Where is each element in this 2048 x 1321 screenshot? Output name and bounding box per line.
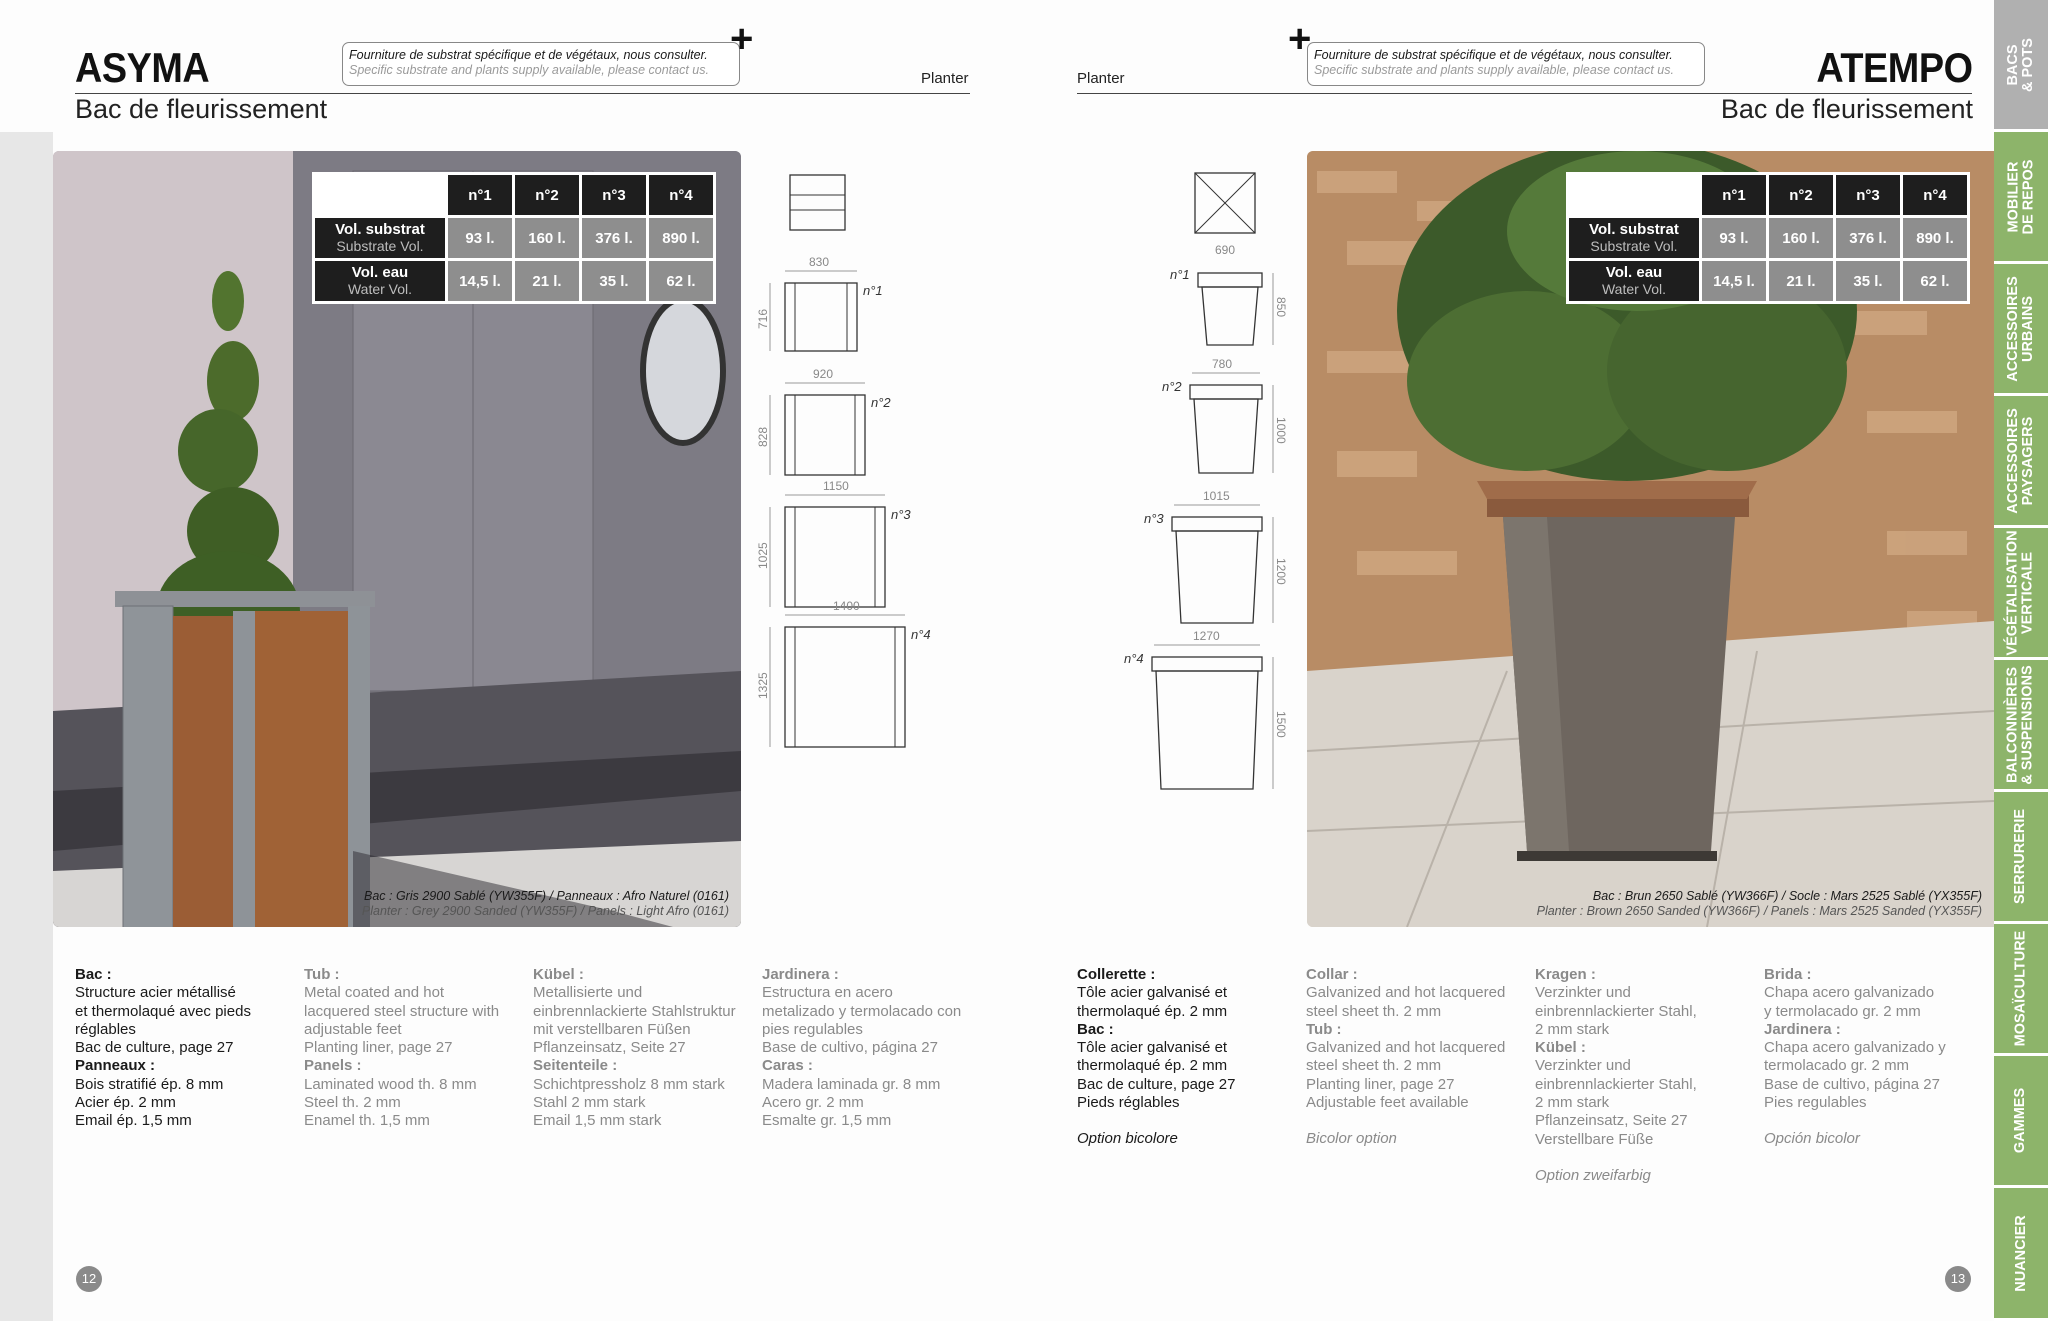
row-label-en: Water Vol.: [1601, 281, 1667, 297]
spec-heading: Caras :: [762, 1057, 813, 1075]
dimension-height-label: 1500: [1274, 711, 1288, 738]
spec-text: Metallisierte und einbrennlackierte Stahlstruktur mit verstellbaren Füßen Pflanzeinsatz, Seite 27: [533, 984, 736, 1057]
table-header: n°1: [448, 175, 512, 215]
spec-text: Tôle acier galvanisé et thermolaqué ép. 2 mm Bac de culture, page 27 Pieds réglables: [1077, 1039, 1236, 1112]
dimension-width-label: 690: [1215, 243, 1236, 257]
product-photo-atempo: [1307, 151, 1994, 927]
spec-text: Verzinkter und einbrennlackierter Stahl, 2 mm stark Pflanzeinsatz, Seite 27 Verstellbare Füße: [1535, 1057, 1697, 1148]
spec-option: Opción bicolor: [1764, 1130, 1860, 1148]
spec-heading: Jardinera :: [762, 966, 839, 983]
top-view: [790, 175, 845, 230]
table-corner: [1569, 175, 1699, 215]
table-header: n°4: [649, 175, 713, 215]
spec-heading: Collerette :: [1077, 966, 1156, 983]
notice-en: Specific substrate and plants supply available, please contact us.: [1314, 63, 1674, 77]
sidebar-tab[interactable]: [1994, 1188, 2048, 1321]
spec-heading: Kübel :: [1535, 1039, 1586, 1057]
table-cell: 14,5 l.: [448, 261, 512, 301]
row-label-fr: Vol. substrat: [1589, 221, 1679, 238]
table-cell: 376 l.: [582, 218, 646, 258]
dimension-height-label: 716: [756, 308, 770, 329]
collar: [1190, 385, 1262, 399]
table-corner: [315, 175, 445, 215]
spec-heading: Brida :: [1764, 966, 1812, 983]
collar: [1152, 657, 1262, 671]
planter-label: Planter: [921, 70, 969, 87]
sidebar-tab[interactable]: [1994, 924, 2048, 1056]
sidebar-tab-label: MOSAÏCULTURE: [2012, 930, 2029, 1047]
spec-text: Tôle acier galvanisé et thermolaqué ép. 2 mm: [1077, 984, 1228, 1020]
elevation-view: [785, 627, 905, 747]
spec-text: Galvanized and hot lacquered steel sheet th. 2 mm Planting liner, page 27 Adjustable feet available: [1306, 1039, 1506, 1112]
table-header: n°2: [1769, 175, 1833, 215]
page-gutter: [0, 132, 53, 1321]
tapered-tub: [1202, 287, 1258, 345]
sidebar-tab-label: VÉGÉTALISATION VERTICALE: [2005, 529, 2037, 656]
dimension-width-label: 920: [813, 367, 834, 381]
size-label: n°3: [891, 507, 911, 522]
table-header: n°2: [515, 175, 579, 215]
spec-heading: Bac :: [1077, 1020, 1114, 1038]
spec-column: [1535, 966, 1760, 1185]
sidebar-tab-label: NUANCIER: [2012, 1214, 2029, 1292]
table-cell: 35 l.: [582, 261, 646, 301]
spec-column: [1764, 966, 1989, 1149]
dimension-height-label: 850: [1274, 297, 1288, 318]
dimension-height-label: 1000: [1274, 417, 1288, 444]
volume-table-atempo: [1566, 172, 1970, 304]
elevation-view: [785, 507, 885, 607]
sidebar-tab[interactable]: [1994, 792, 2048, 924]
spec-heading: Tub :: [1306, 1020, 1342, 1038]
product-subtitle-asyma: Bac de fleurissement: [75, 94, 328, 124]
table-cell: 21 l.: [1769, 261, 1833, 301]
elevation-view: [785, 283, 857, 351]
technical-drawing-atempo: [1115, 165, 1295, 805]
spec-column: [1306, 966, 1531, 1149]
spec-text: Verzinkter und einbrennlackierter Stahl, 2 mm stark: [1535, 984, 1697, 1038]
table-cell: 62 l.: [1903, 261, 1967, 301]
photo-caption: [362, 889, 729, 919]
spec-column: [75, 966, 300, 1131]
tapered-tub: [1156, 671, 1258, 789]
spec-text: Metal coated and hot lacquered steel structure with adjustable feet Planting liner, page 27: [304, 984, 500, 1057]
sidebar-tab-label: SERRURERIE: [2012, 808, 2029, 905]
table-row-header: [315, 218, 445, 258]
spec-text: Galvanized and hot lacquered steel sheet th. 2 mm: [1306, 984, 1506, 1020]
spec-column: [762, 966, 987, 1131]
caption-en: Planter : Brown 2650 Sanded (YW366F) / Panels : Mars 2525 Sanded (YX355F): [1536, 904, 1982, 918]
table-cell: 160 l.: [515, 218, 579, 258]
table-cell: 376 l.: [1836, 218, 1900, 258]
table-cell: 890 l.: [649, 218, 713, 258]
size-label: n°4: [911, 627, 931, 642]
spec-heading: Panels :: [304, 1057, 362, 1075]
row-label-fr: Vol. eau: [351, 264, 409, 281]
spec-heading: Tub :: [304, 966, 340, 983]
size-label: n°1: [863, 283, 883, 298]
size-label: n°3: [1144, 511, 1164, 526]
table-cell: 93 l.: [448, 218, 512, 258]
sidebar-tab-label: BALCONNIÈRES & SUSPENSIONS: [2005, 664, 2036, 785]
notice-fr: Fourniture de substrat spécifique et de végétaux, nous consulter.: [349, 48, 708, 62]
sidebar-tab[interactable]: [1994, 132, 2048, 264]
spec-heading: Panneaux :: [75, 1057, 156, 1075]
row-label-en: Substrate Vol.: [336, 238, 424, 254]
spec-heading: Seitenteile :: [533, 1057, 618, 1075]
page-number-right: 13: [1945, 1266, 1971, 1292]
sidebar-tab[interactable]: [1994, 1056, 2048, 1188]
spec-column: [533, 966, 758, 1131]
table-cell: 21 l.: [515, 261, 579, 301]
spec-text: Bois stratifié ép. 8 mm Acier ép. 2 mm Email ép. 1,5 mm: [75, 1075, 224, 1130]
planter-label: Planter: [1077, 70, 1125, 87]
size-label: n°2: [871, 395, 891, 410]
notice-fr: Fourniture de substrat spécifique et de végétaux, nous consulter.: [1314, 48, 1673, 62]
table-header: n°4: [1903, 175, 1967, 215]
supply-notice: [1307, 42, 1705, 86]
spec-text: Schichtpressholz 8 mm stark Stahl 2 mm stark Email 1,5 mm stark: [533, 1075, 725, 1130]
table-cell: 14,5 l.: [1702, 261, 1766, 301]
dimension-height-label: 828: [756, 426, 770, 447]
product-title-asyma: ASYMA: [75, 44, 210, 91]
dimension-height-label: 1325: [756, 672, 770, 699]
page-number-left: 12: [76, 1266, 102, 1292]
caption-fr: Bac : Brun 2650 Sablé (YW366F) / Socle : Mars 2525 Sablé (YX355F): [1592, 889, 1982, 903]
sidebar-tab-label: BACS & POTS: [2005, 37, 2036, 92]
table-header: n°3: [1836, 175, 1900, 215]
technical-drawing-asyma: [755, 165, 965, 765]
table-cell: 35 l.: [1836, 261, 1900, 301]
table-cell: 890 l.: [1903, 218, 1967, 258]
collar: [1172, 517, 1262, 531]
notice-en: Specific substrate and plants supply available, please contact us.: [349, 63, 709, 77]
spec-text: Laminated wood th. 8 mm Steel th. 2 mm Enamel th. 1,5 mm: [304, 1075, 477, 1130]
sidebar-tab-label: ACCESSOIRES PAYSAGERS: [2005, 407, 2036, 514]
spec-text: Chapa acero galvanizado y termolacado gr. 2 mm: [1764, 984, 1935, 1020]
dimension-width-label: 1400: [833, 599, 860, 613]
photo-caption: [1537, 889, 1982, 919]
row-label-en: Substrate Vol.: [1590, 238, 1678, 254]
product-title-atempo: ATEMPO: [1816, 44, 1973, 91]
tapered-tub: [1176, 531, 1258, 623]
size-label: n°4: [1124, 651, 1144, 666]
table-header: n°1: [1702, 175, 1766, 215]
tapered-tub: [1194, 399, 1258, 473]
dimension-width-label: 1270: [1193, 629, 1220, 643]
size-label: n°1: [1170, 267, 1190, 282]
sidebar-tab-label: ACCESSOIRES URBAINS: [2005, 275, 2036, 382]
header-rule: [1077, 93, 1972, 94]
spec-heading: Collar :: [1306, 966, 1358, 983]
size-label: n°2: [1162, 379, 1182, 394]
dimension-width-label: 780: [1212, 357, 1233, 371]
spec-text: Estructura en acero metalizado y termolacado con pies regulables Base de cultivo, página 27: [762, 984, 962, 1057]
sidebar-tab[interactable]: [1994, 528, 2048, 660]
spec-heading: Kübel :: [533, 966, 584, 983]
sidebar-tab[interactable]: [1994, 0, 2048, 132]
row-label-fr: Vol. eau: [1605, 264, 1663, 281]
sidebar-tab[interactable]: [1994, 660, 2048, 792]
dimension-width-label: 1150: [823, 479, 849, 493]
volume-table-asyma: [312, 172, 716, 304]
product-photo-asyma: [53, 151, 741, 927]
spec-heading: Kragen :: [1535, 966, 1596, 983]
dimension-width-label: 1015: [1203, 489, 1230, 503]
spec-text: Structure acier métallisé et thermolaqué avec pieds réglables Bac de culture, page 27: [75, 984, 251, 1057]
table-cell: 62 l.: [649, 261, 713, 301]
table-row-header: [1569, 261, 1699, 301]
spec-heading: Jardinera :: [1764, 1020, 1841, 1038]
row-label-en: Water Vol.: [347, 281, 413, 297]
header-rule: [75, 93, 970, 94]
table-cell: 93 l.: [1702, 218, 1766, 258]
plus-icon: +: [730, 17, 754, 61]
plus-icon: +: [1288, 17, 1312, 61]
caption-en: Planter : Grey 2900 Sanded (YW355F) / Panels : Light Afro (0161): [361, 904, 729, 918]
product-subtitle-atempo: Bac de fleurissement: [1720, 94, 1973, 124]
elevation-view: [785, 395, 865, 475]
spec-option: Option bicolore: [1077, 1130, 1178, 1148]
dimension-height-label: 1025: [756, 542, 770, 569]
spec-heading: Bac :: [75, 966, 112, 983]
spec-text: Chapa acero galvanizado y termolacado gr. 2 mm Base de cultivo, página 27 Pies regulables: [1764, 1039, 1946, 1112]
dimension-width-label: 830: [809, 255, 830, 269]
category-sidebar: [1994, 0, 2048, 1321]
sidebar-tab[interactable]: [1994, 264, 2048, 396]
caption-fr: Bac : Gris 2900 Sablé (YW355F) / Panneaux : Afro Naturel (0161): [364, 889, 729, 903]
collar: [1198, 273, 1262, 287]
table-header: n°3: [582, 175, 646, 215]
sidebar-tab-label: MOBILIER DE REPOS: [2005, 159, 2036, 234]
spec-option: Bicolor option: [1306, 1130, 1397, 1148]
table-row-header: [315, 261, 445, 301]
spec-column: [1077, 966, 1302, 1149]
spec-column: [304, 966, 529, 1131]
table-row-header: [1569, 218, 1699, 258]
sidebar-tab[interactable]: [1994, 396, 2048, 528]
spec-option: Option zweifarbig: [1535, 1166, 1651, 1184]
dimension-height-label: 1200: [1274, 558, 1288, 585]
row-label-fr: Vol. substrat: [335, 221, 425, 238]
table-cell: 160 l.: [1769, 218, 1833, 258]
supply-notice: [342, 42, 740, 86]
spec-text: Madera laminada gr. 8 mm Acero gr. 2 mm Esmalte gr. 1,5 mm: [762, 1075, 941, 1130]
sidebar-tab-label: GAMMES: [2012, 1087, 2029, 1154]
